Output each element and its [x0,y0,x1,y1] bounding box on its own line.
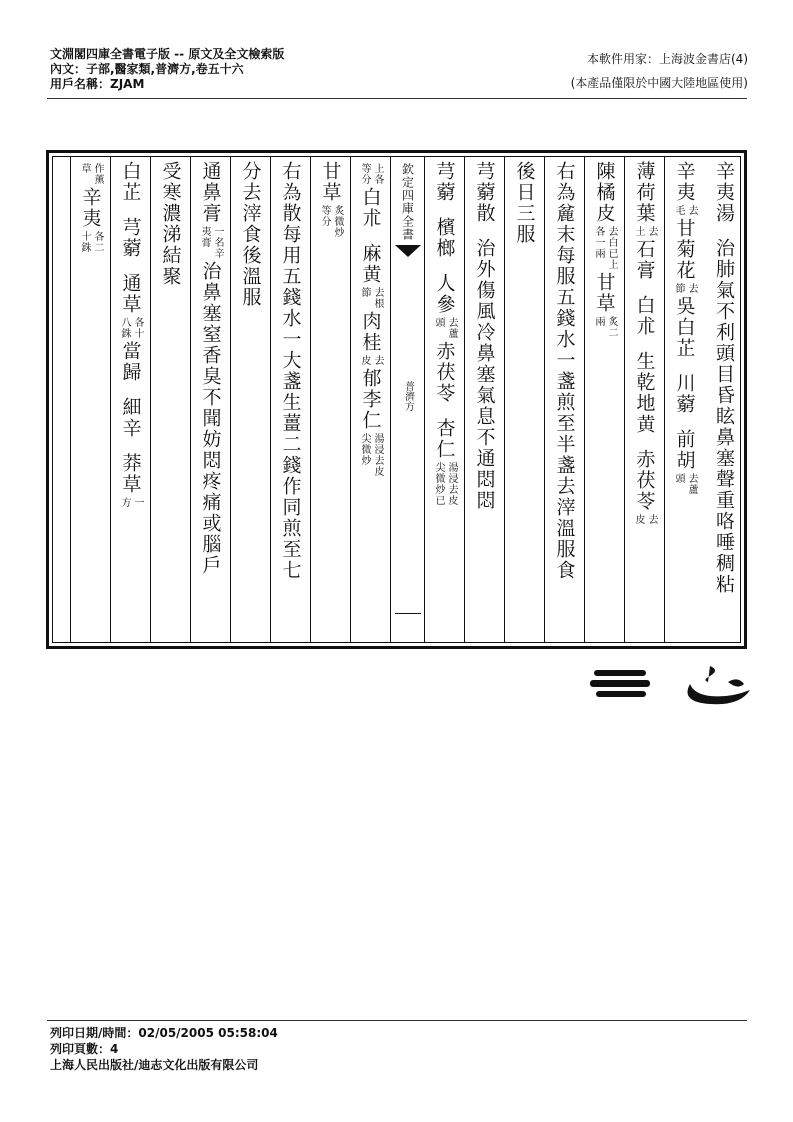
main-text: 赤茯苓 [633,449,656,512]
main-text: 生乾地黄 [633,351,656,435]
annotation-line: 各一兩 [593,226,604,259]
center-book-title: 普濟方 [402,381,414,411]
footer-publisher: 上海人民出版社/迪志文化出版有限公司 [50,1058,259,1072]
annotation-line: 尖微炒 [359,433,370,466]
footer-page-count: 列印頁數：4 [50,1042,119,1056]
main-text: 甘草 [319,161,342,203]
annotation-line: 作薰 [92,163,103,185]
annotation [632,514,657,525]
annotation-line: 去白已上 [606,226,617,270]
header-content-path: 內文：子部,醫家類,普濟方,卷五十六 [50,62,244,76]
text-column [310,157,350,642]
annotation [358,433,383,477]
text-column [190,157,230,642]
annotation-line: 頭 [433,317,444,328]
annotation [118,497,143,508]
annotation-line: 等分 [319,205,330,227]
main-text: 治外傷風冷鼻塞氣息不通悶悶 [473,238,496,511]
annotation [78,231,103,253]
main-text: 治鼻塞窒香臭不聞妨悶疼痛或腦戶 [199,261,222,576]
annotation [672,283,697,294]
main-text: 通草 [119,273,142,315]
main-text: 甘菊花 [673,218,696,281]
main-text: 芎藭散 [473,161,496,224]
main-text: 右為散每用五錢水一大盞生薑二錢作同煎至七 [279,161,302,581]
main-text: 檳榔 [433,217,456,259]
annotation-line: 湯浸去皮 [446,462,457,506]
main-text: 辛夷 [79,187,102,229]
annotation-line: 去 [372,355,383,366]
main-text: 芎藭 [433,161,456,203]
annotation-line: 夷膏 [199,226,210,248]
main-text: 吳白芷 [673,296,696,359]
main-text: 當歸 [119,341,142,383]
annotation-line: 炙二 [606,316,617,338]
main-text: 芎藭 [119,217,142,259]
text-column [150,157,190,642]
annotation-line: 十銖 [79,231,90,253]
annotation-line: 草 [79,163,90,174]
main-text: 莽草 [119,453,142,495]
logo-stroke [596,691,646,697]
annotation [358,287,383,309]
main-text: 受寒濃涕結聚 [159,161,182,287]
main-text: 陳橘皮 [593,161,616,224]
header-licensee-note: (本產品僅限於中國大陸地區使用) [570,76,748,90]
annotation-line: 去 [646,514,657,525]
main-text: 川藭 [673,373,696,415]
main-text: 白朮 [633,295,656,337]
header-divider [47,98,747,99]
main-text: 白朮 [359,187,382,229]
annotation-line: 去根 [372,287,383,309]
annotation-line: 各十 [132,317,143,339]
logo-mark [728,679,744,686]
annotation [632,226,657,237]
annotation [592,316,617,338]
main-text: 分去滓食後溫服 [239,161,262,308]
main-text: 治肺氣不利頭目昏眩鼻塞聲重咯唾稠粘 [713,238,735,595]
main-text: 石膏 [633,239,656,281]
main-text: 通鼻膏 [199,161,222,224]
annotation-line: 八銖 [119,317,130,339]
main-text: 麻黄 [359,243,382,285]
annotation [672,473,697,495]
text-column [504,157,544,642]
main-text: 肉桂 [359,311,382,353]
annotation-line: 皮 [359,355,370,366]
main-text: 薄荷葉 [633,161,656,224]
main-text: 右為麄末每服五錢水一盞煎至半盞去滓溫服食 [553,161,576,581]
main-text: 白芷 [119,161,142,203]
text-column [110,157,150,642]
annotation-line: 一名辛 [212,226,223,259]
annotation-line: 一 [132,497,143,508]
header-title: 文淵閣四庫全書電子版 -- 原文及全文檢索版 [50,47,285,61]
annotation-line: 節 [359,287,370,298]
annotation-line: 湯浸去皮 [372,433,383,477]
text-column [704,157,744,642]
annotation-line: 兩 [593,316,604,327]
main-text: 細辛 [119,397,142,439]
main-text: 赤茯苓 [433,341,456,404]
document-header [50,47,284,92]
header-licensee-name: 本軟件用家：上海波金書店(4) [587,52,748,66]
annotation-line: 土 [633,226,644,237]
footer-divider [47,1020,747,1021]
annotation [318,205,343,238]
main-text: 人參 [433,273,456,315]
footer-print-time: 列印日期/時間：02/05/2005 05:58:04 [50,1026,278,1040]
annotation-line: 上各 [372,163,383,185]
text-column [424,157,464,642]
annotation-line: 方 [119,497,130,508]
annotation-line: 去 [686,283,697,294]
center-title: 欽定四庫全書 [400,163,415,241]
text-column [350,157,390,642]
annotation [198,226,223,259]
text-column [230,157,270,642]
annotation-line: 毛 [673,205,684,216]
annotation [358,355,383,366]
main-text: 辛夷湯 [713,161,735,224]
text-column [664,157,704,642]
center-fold-column [390,157,424,642]
text-column [584,157,624,642]
text-frame [46,150,747,649]
main-text: 甘草 [593,272,616,314]
annotation-line: 各二 [92,231,103,253]
document-footer [50,1025,278,1073]
center-rule [395,613,421,614]
annotation [118,317,143,339]
main-text: 前胡 [673,429,696,471]
text-column [270,157,310,642]
header-user-name: 用戶名稱：ZJAM [50,77,145,91]
fishtail-mark [395,245,421,257]
text-frame-inner [52,156,741,643]
annotation-line: 去 [686,205,697,216]
publisher-logo [590,660,750,710]
annotation [672,205,697,216]
text-column [464,157,504,642]
annotation-line: 去蘆 [446,317,457,339]
annotation [78,163,103,185]
logo-mark [688,684,751,704]
text-column [544,157,584,642]
annotation [358,163,383,185]
annotation-line: 尖微炒已 [433,462,444,506]
logo-stroke [594,670,646,676]
annotation-line: 節 [673,283,684,294]
logo-mark [705,666,715,682]
main-text: 杏仁 [433,418,456,460]
text-column [70,157,110,642]
annotation [592,226,617,270]
annotation-line: 等分 [359,163,370,185]
main-text: 辛夷 [673,161,696,203]
logo-stroke [590,680,650,687]
main-text: 後日三服 [513,161,536,245]
annotation [432,317,457,339]
annotation-line: 去 [646,226,657,237]
text-column [624,157,664,642]
annotation [432,462,457,506]
annotation-line: 去蘆 [686,473,697,495]
main-text: 郁李仁 [359,368,382,431]
annotation-line: 頭 [673,473,684,484]
header-licensee [571,47,748,95]
annotation-line: 炙微炒 [332,205,343,238]
annotation-line: 皮 [633,514,644,525]
